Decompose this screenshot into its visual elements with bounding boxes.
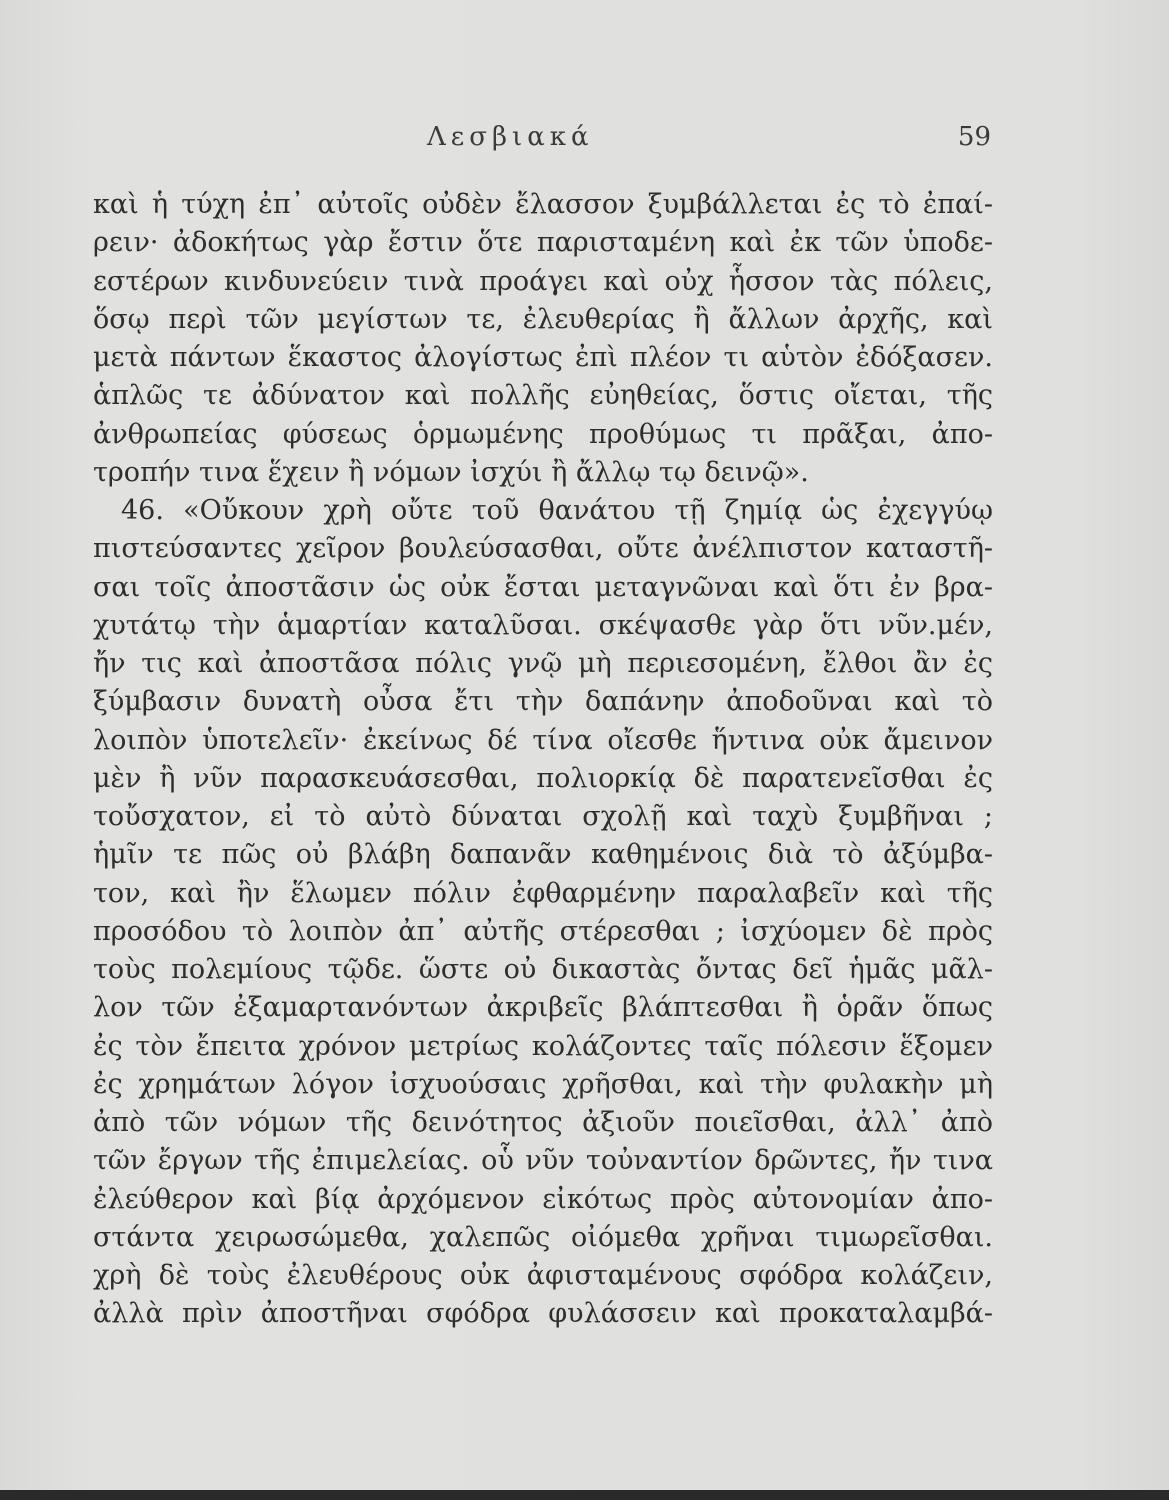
text-line: τοὔσχατον, εἰ τὸ αὐτὸ δύναται σχολῇ καὶ ταχὺ ξυμβῆναι ;	[93, 801, 993, 832]
text-line: τον, καὶ ἢν ἕλωμεν πόλιν ἐφθαρμένην παραλαβεῖν καὶ τῆς	[93, 877, 993, 909]
scan-bottom-edge	[0, 1490, 1169, 1500]
text-line: σαι τοῖς ἀποστᾶσιν ὡς οὐκ ἔσται μεταγνῶναι καὶ ὅτι ἐν βρα-	[93, 571, 993, 603]
text-line: ἐλεύθερον καὶ βίᾳ ἀρχόμενον εἰκότως πρὸς αὐτονομίαν ἀπο-	[93, 1183, 993, 1215]
running-title: Λεσβιακά	[427, 122, 594, 152]
text-line: ἐς χρημάτων λόγον ἰσχυούσαις χρῆσθαι, καὶ τὴν φυλακὴν μὴ	[93, 1068, 993, 1100]
text-line: ἀπὸ τῶν νόμων τῆς δεινότητος ἀξιοῦν ποιεῖσθαι, ἀλλ᾽ ἀπὸ	[93, 1107, 993, 1138]
running-head	[0, 122, 1169, 162]
text-line: χρὴ δὲ τοὺς ἐλευθέρους οὐκ ἀφισταμένους σφόδρα κολάζειν,	[93, 1260, 993, 1291]
text-line: ξύμβασιν δυνατὴ οὖσα ἔτι τὴν δαπάνην ἀποδοῦναι καὶ τὸ	[93, 686, 993, 718]
text-line: ὅσῳ περὶ τῶν μεγίστων τε, ἐλευθερίας ἢ ἄλλων ἀρχῆς, καὶ	[93, 303, 993, 335]
text-line: ἤν τις καὶ ἀποστᾶσα πόλις γνῷ μὴ περιεσομένη, ἔλθοι ἂν ἐς	[93, 648, 993, 679]
text-line: προσόδου τὸ λοιπὸν ἀπ᾽ αὐτῆς στέρεσθαι ; ἰσχύομεν δὲ πρὸς	[93, 915, 993, 947]
text-line: ἀνθρωπείας φύσεως ὁρμωμένης προθύμως τι πρᾶξαι, ἀπο-	[93, 418, 993, 450]
text-line: πιστεύσαντες χεῖρον βουλεύσασθαι, οὔτε ἀνέλπιστον καταστῆ-	[93, 533, 993, 565]
text-line: ἡμῖν τε πῶς οὐ βλάβη δαπανᾶν καθημένοις διὰ τὸ ἀξύμβα-	[93, 839, 993, 871]
text-line: ἐς τὸν ἔπειτα χρόνον μετρίως κολάζοντες ταῖς πόλεσιν ἕξομεν	[93, 1030, 993, 1062]
text-line: καὶ ἡ τύχη ἐπ᾽ αὐτοῖς οὐδὲν ἔλασσον ξυμβάλλεται ἐς τὸ ἐπαί-	[93, 189, 993, 220]
text-line: λοιπὸν ὑποτελεῖν· ἐκείνως δέ τίνα οἴεσθε ἥντινα οὐκ ἄμεινον	[93, 724, 993, 756]
text-line: τοὺς πολεμίους τῷδε. ὥστε οὐ δικαστὰς ὄντας δεῖ ἡμᾶς μᾶλ-	[93, 954, 993, 985]
text-line: χυτάτῳ τὴν ἁμαρτίαν καταλῦσαι. σκέψασθε γὰρ ὅτι νῦν.μέν,	[93, 609, 993, 641]
text-line: ἁπλῶς τε ἀδύνατον καὶ πολλῆς εὐηθείας, ὅστις οἴεται, τῆς	[93, 380, 993, 412]
text-line: τροπήν τινα ἕχειν ἢ νόμων ἰσχύι ἢ ἄλλῳ τῳ δεινῷ».	[93, 456, 809, 488]
body-text	[93, 186, 993, 1334]
text-line: ρειν· ἀδοκήτως γὰρ ἔστιν ὅτε παρισταμένη καὶ ἐκ τῶν ὑποδε-	[93, 227, 993, 259]
text-line: εστέρων κινδυνεύειν τινὰ προάγει καὶ οὐχ ἧσσον τὰς πόλεις,	[93, 265, 993, 297]
text-line: μὲν ἢ νῦν παρασκευάσεσθαι, πολιορκίᾳ δὲ παρατενεῖσθαι ἐς	[93, 762, 993, 794]
page-number: 59	[957, 122, 991, 152]
text-line: στάντα χειρωσώμεθα, χαλεπῶς οἰόμεθα χρῆναι τιμωρεῖσθαι.	[93, 1221, 993, 1253]
section-start-line: 46. «Οὔκουν χρὴ οὔτε τοῦ θανάτου τῇ ζημίᾳ ὡς ἐχεγγύῳ	[121, 495, 993, 526]
text-line: μετὰ πάντων ἕκαστος ἀλογίστως ἐπὶ πλέον τι αὑτὸν ἐδόξασεν.	[93, 342, 993, 373]
text-line: λον τῶν ἐξαμαρτανόντων ἀκριβεῖς βλάπτεσθαι ἢ ὁρᾶν ὅπως	[93, 992, 993, 1024]
text-line: ἀλλὰ πρὶν ἀποστῆναι σφόδρα φυλάσσειν καὶ προκαταλαμβά-	[93, 1298, 993, 1330]
text-line: τῶν ἔργων τῆς ἐπιμελείας. οὗ νῦν τοὐναντίον δρῶντες, ἤν τινα	[93, 1145, 993, 1177]
